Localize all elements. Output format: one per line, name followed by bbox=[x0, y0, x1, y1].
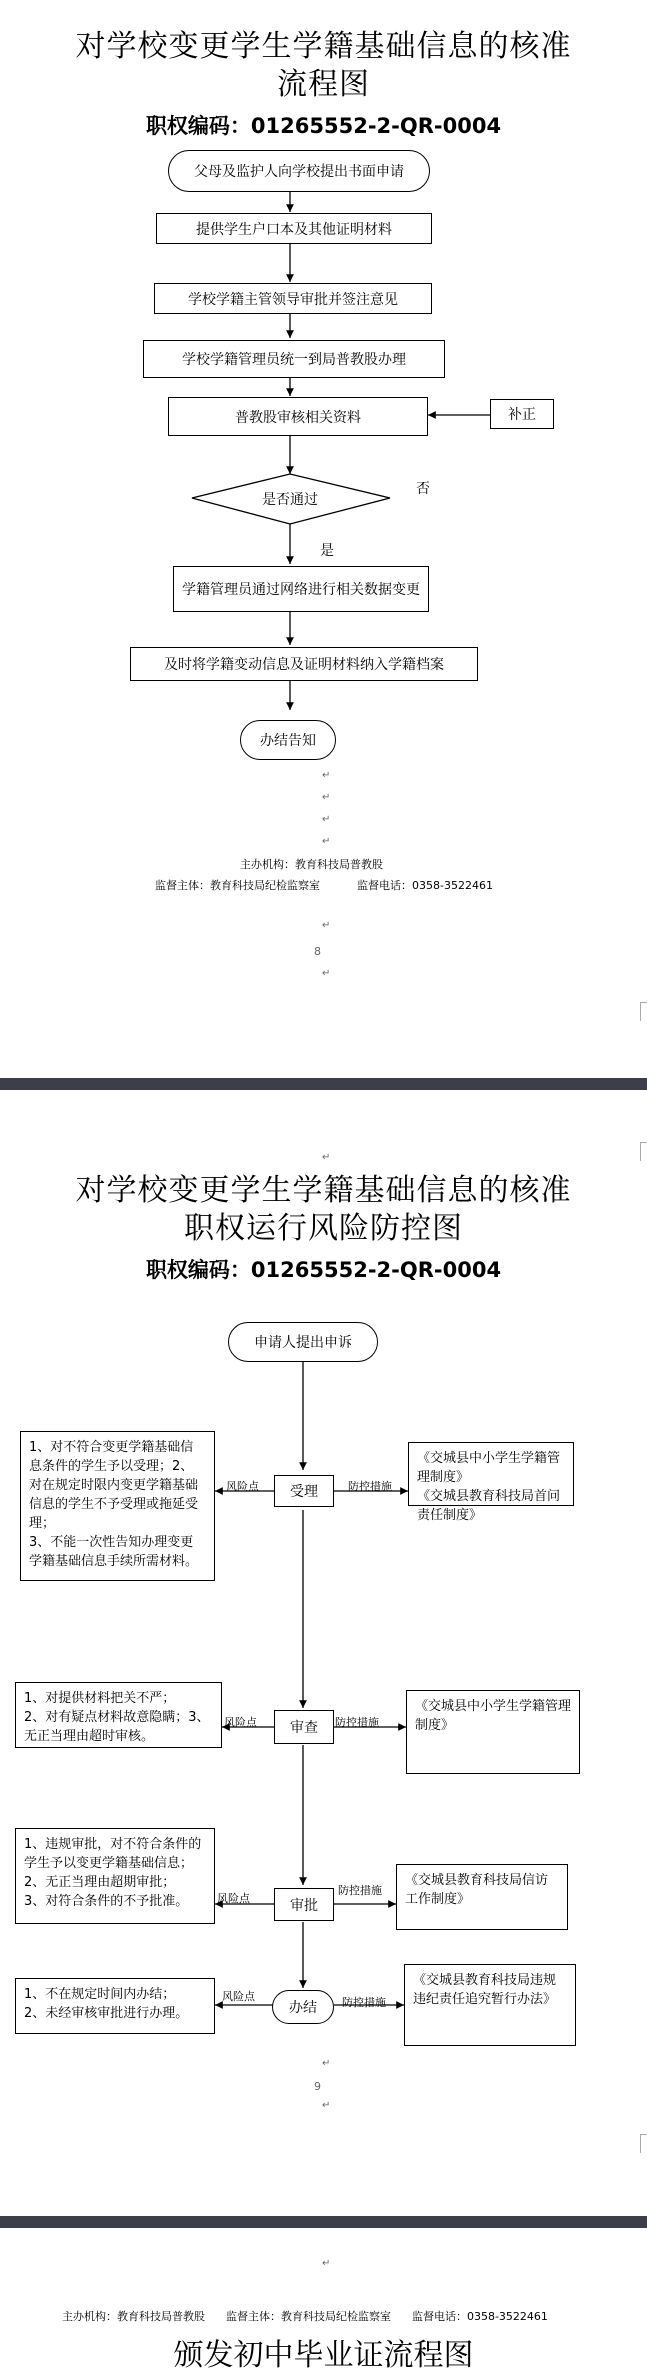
control-box-approve: 《交城县教育科技局信访工作制度》 bbox=[396, 1864, 568, 1930]
risk-label: 风险点 bbox=[226, 1480, 259, 1493]
page1-title-line1: 对学校变更学生学籍基础信息的核准 bbox=[75, 29, 572, 64]
risk-box-complete: 1、不在规定时间内办结； 2、未经审核审批进行办理。 bbox=[15, 1978, 215, 2034]
control-box-complete: 《交城县教育科技局违规违纪责任追究暂行办法》 bbox=[404, 1964, 576, 2046]
page-number-1: 8 bbox=[314, 945, 321, 958]
stage-accept: 受理 bbox=[274, 1475, 334, 1507]
stage-complete: 办结 bbox=[272, 1990, 334, 2024]
risk-label: 风险点 bbox=[224, 1716, 257, 1729]
risk-label: 风险点 bbox=[222, 1990, 255, 2003]
decision-label: 是否通过 bbox=[262, 492, 318, 508]
control-box-accept: 《交城县中小学生学籍管理制度》 《交城县教育科技局首问责任制度》 bbox=[408, 1442, 574, 1506]
risk-label: 风险点 bbox=[217, 1892, 250, 1905]
supervisor: 监督主体：教育科技局纪检监察室 bbox=[155, 879, 320, 892]
control-box-review: 《交城县中小学生学籍管理制度》 bbox=[406, 1690, 580, 1774]
yes-label: 是 bbox=[320, 543, 334, 559]
risk-box-approve: 1、违规审批，对不符合条件的学生予以变更学籍基础信息； 2、无正当理由超期审批； 3、对符合条件的不予批准。 bbox=[15, 1828, 215, 1924]
step-archive: 及时将学籍变动信息及证明材料纳入学籍档案 bbox=[130, 647, 478, 681]
page1-code: 职权编码：01265552-2-QR-0004 bbox=[145, 114, 502, 138]
stage-review: 审查 bbox=[274, 1710, 334, 1744]
page2-code: 职权编码：01265552-2-QR-0004 bbox=[145, 1258, 502, 1282]
page2-title-line1: 对学校变更学生学籍基础信息的核准 bbox=[75, 1173, 572, 1208]
control-label: 防控措施 bbox=[335, 1716, 379, 1729]
page3-footer: 主办机构：教育科技局普教股 监督主体：教育科技局纪检监察室 监督电话：0358-3522461 bbox=[62, 2310, 548, 2323]
step-network-update: 学籍管理员通过网络进行相关数据变更 bbox=[173, 566, 429, 612]
step-registrar-submit: 学校学籍管理员统一到局普教股办理 bbox=[143, 340, 445, 378]
supplement-box: 补正 bbox=[490, 399, 554, 429]
control-label: 防控措施 bbox=[348, 1480, 392, 1493]
no-label: 否 bbox=[416, 481, 430, 497]
control-label: 防控措施 bbox=[338, 1884, 382, 1897]
step-bureau-review: 普教股审核相关资料 bbox=[168, 397, 428, 436]
risk-box-review: 1、对提供材料把关不严； 2、对有疑点材料故意隐瞒；3、无正当理由超时审核。 bbox=[15, 1682, 222, 1748]
stage-approve: 审批 bbox=[274, 1888, 334, 1921]
page2-title-line2: 职权运行风险防控图 bbox=[184, 1211, 463, 1246]
step-school-approval: 学校学籍主管领导审批并签注意见 bbox=[154, 283, 432, 314]
organizer: 主办机构：教育科技局普教股 bbox=[240, 858, 383, 871]
risk-box-accept: 1、对不符合变更学籍基础信息条件的学生予以受理；2、对在规定时限内变更学籍基础信息的学生不予受理或拖延受理； 3、不能一次性告知办理变更学籍基础信息手续所需材料。 bbox=[20, 1431, 215, 1581]
start-appeal: 申请人提出申诉 bbox=[228, 1322, 378, 1362]
phone: 监督电话：0358-3522461 bbox=[357, 879, 493, 892]
control-label: 防控措施 bbox=[342, 1996, 386, 2009]
page3-title-partial: 颁发初中毕业证流程图 bbox=[173, 2338, 474, 2373]
step-provide-materials: 提供学生户口本及其他证明材料 bbox=[156, 213, 432, 244]
step-apply: 父母及监护人向学校提出书面申请 bbox=[168, 150, 430, 192]
page1-title-line2: 流程图 bbox=[277, 67, 370, 102]
page-separator-2 bbox=[0, 2216, 647, 2228]
step-end: 办结告知 bbox=[240, 720, 336, 760]
page-number-2: 9 bbox=[314, 2080, 321, 2093]
